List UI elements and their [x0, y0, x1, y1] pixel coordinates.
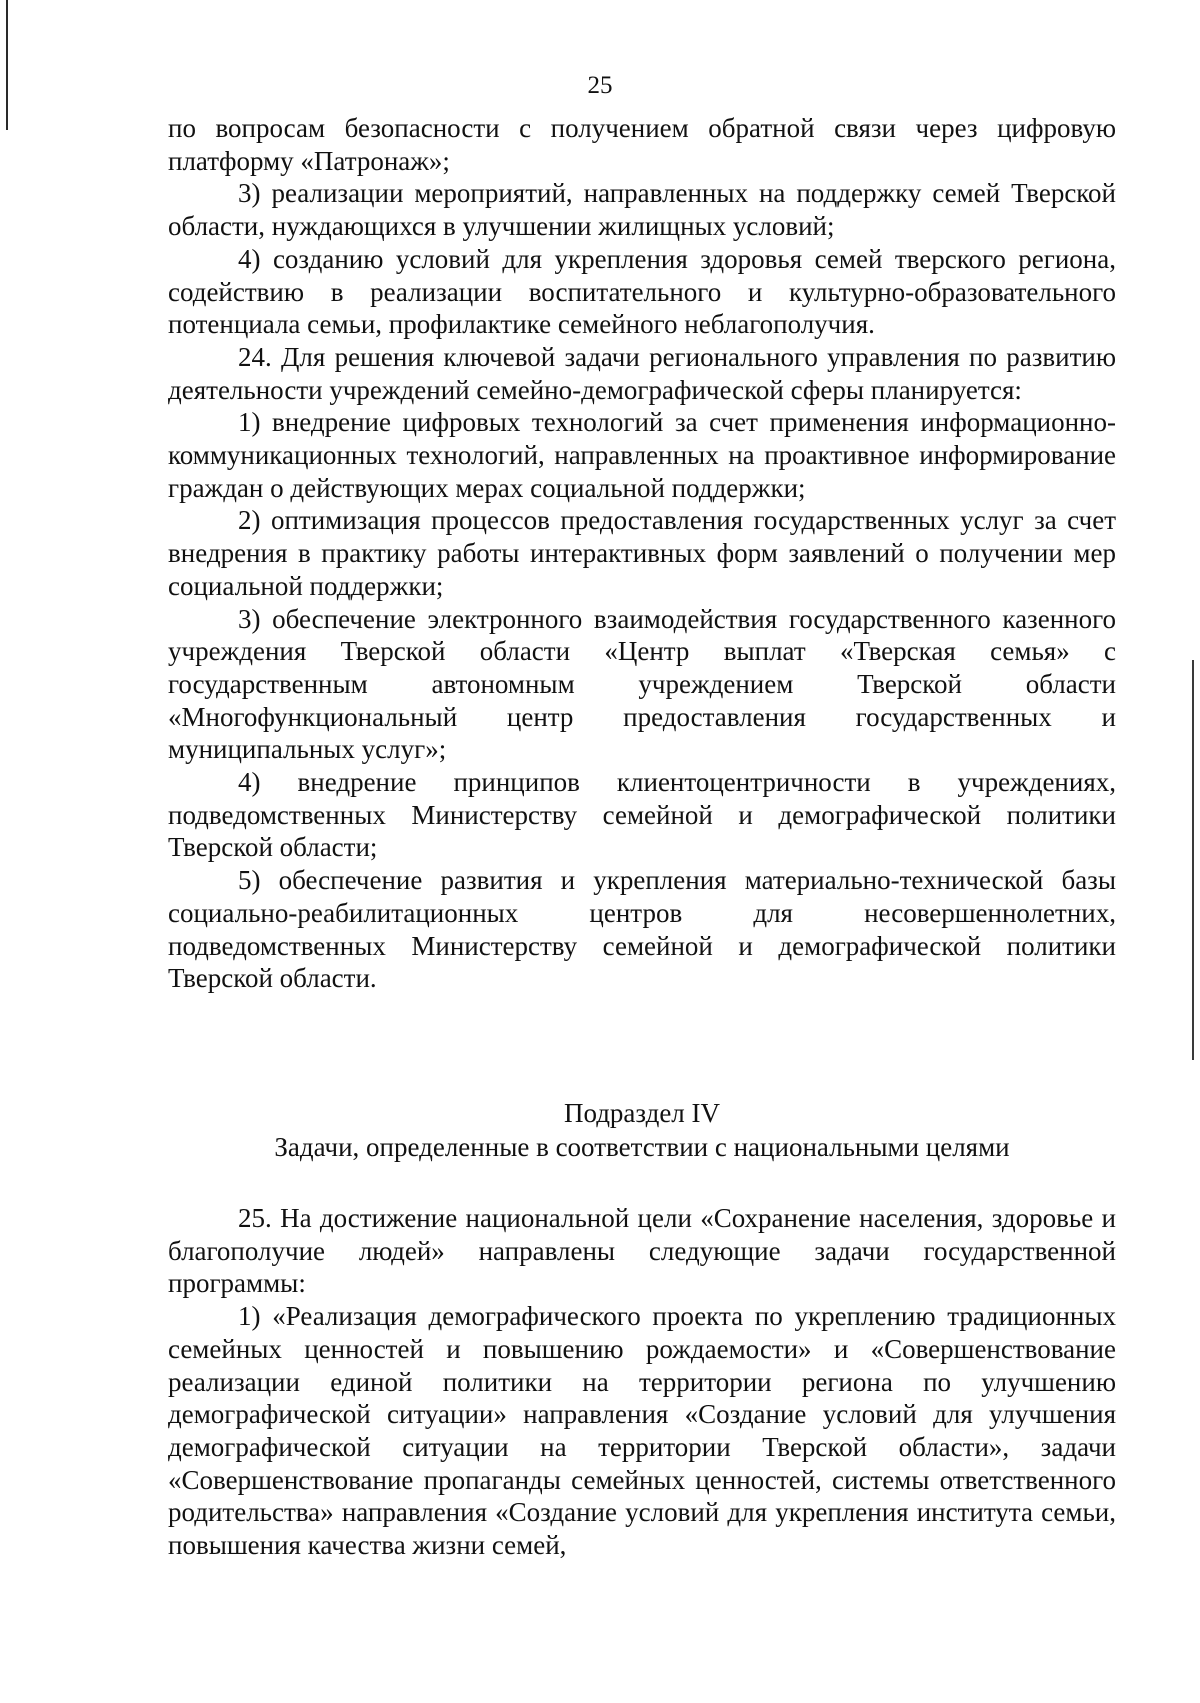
subsection-label: Подраздел IV	[563, 1098, 721, 1128]
paragraph: 1) внедрение цифровых технологий за счет применения информационно-коммуникационных технологий, направленных на проактивное информирование граждан о действующих мерах социальной поддержки;	[168, 407, 1116, 503]
paragraph: 3) реализации мероприятий, направленных на поддержку семей Тверской области, нуждающихся в улучшении жилищных условий;	[168, 178, 1116, 242]
subsection-title: Задачи, определенные в соответствии с национальными целями	[274, 1132, 1010, 1162]
paragraph: 4) созданию условий для укрепления здоровья семей тверского региона, содействию в реализации воспитательного и культурно-образовательного потенциала семьи, профилактике семейного неблагополучия.	[168, 243, 1116, 340]
paragraph: 5) обеспечение развития и укрепления материально-технической базы социально-реабилитационных центров для несовершеннолетних, подведомственных Министерству семейной и демографической политики Тверской области.	[168, 865, 1116, 994]
scan-edge-left	[6, 0, 8, 130]
scan-edge-right	[1192, 660, 1194, 1060]
paragraph: 4) внедрение принципов клиентоцентричности в учреждениях, подведомственных Министерству семейной и демографической политики Тверской области;	[168, 767, 1116, 863]
body-text-before	[168, 112, 1116, 995]
paragraph: 24. Для решения ключевой задачи регионального управления по развитию деятельности учреждений семейно-демографической сферы планируется:	[168, 341, 1116, 405]
paragraph: 2) оптимизация процессов предоставления государственных услуг за счет внедрения в практику работы интерактивных форм заявлений о получении мер социальной поддержки;	[168, 505, 1116, 601]
paragraph: 3) обеспечение электронного взаимодействия государственного казенного учреждения Тверской области «Центр выплат «Тверская семья» с государственным автономным учреждением Тверской области «Многофункциональный центр предоставления государственных и муниципальных услуг»;	[168, 603, 1116, 765]
paragraph: 25. На достижение национальной цели «Сохранение населения, здоровье и благополучие людей» направлены следующие задачи государственной программы:	[168, 1203, 1116, 1299]
body-text-after	[168, 1202, 1116, 1562]
paragraph: по вопросам безопасности с получением обратной связи через цифровую платформу «Патронаж»;	[168, 113, 1116, 176]
page-number: 25	[587, 72, 613, 99]
paragraph: 1) «Реализация демографического проекта по укреплению традиционных семейных ценностей и повышению рождаемости» и «Совершенствование реализации единой политики на территории региона по улучшению демографической ситуации» направления «Создание условий для улучшения демографической ситуации на территории Тверской области», задачи «Совершенствование пропаганды семейных ценностей, системы ответственного родительства» направления «Создание условий для укрепления института семьи, повышения качества жизни семей,	[168, 1301, 1116, 1561]
